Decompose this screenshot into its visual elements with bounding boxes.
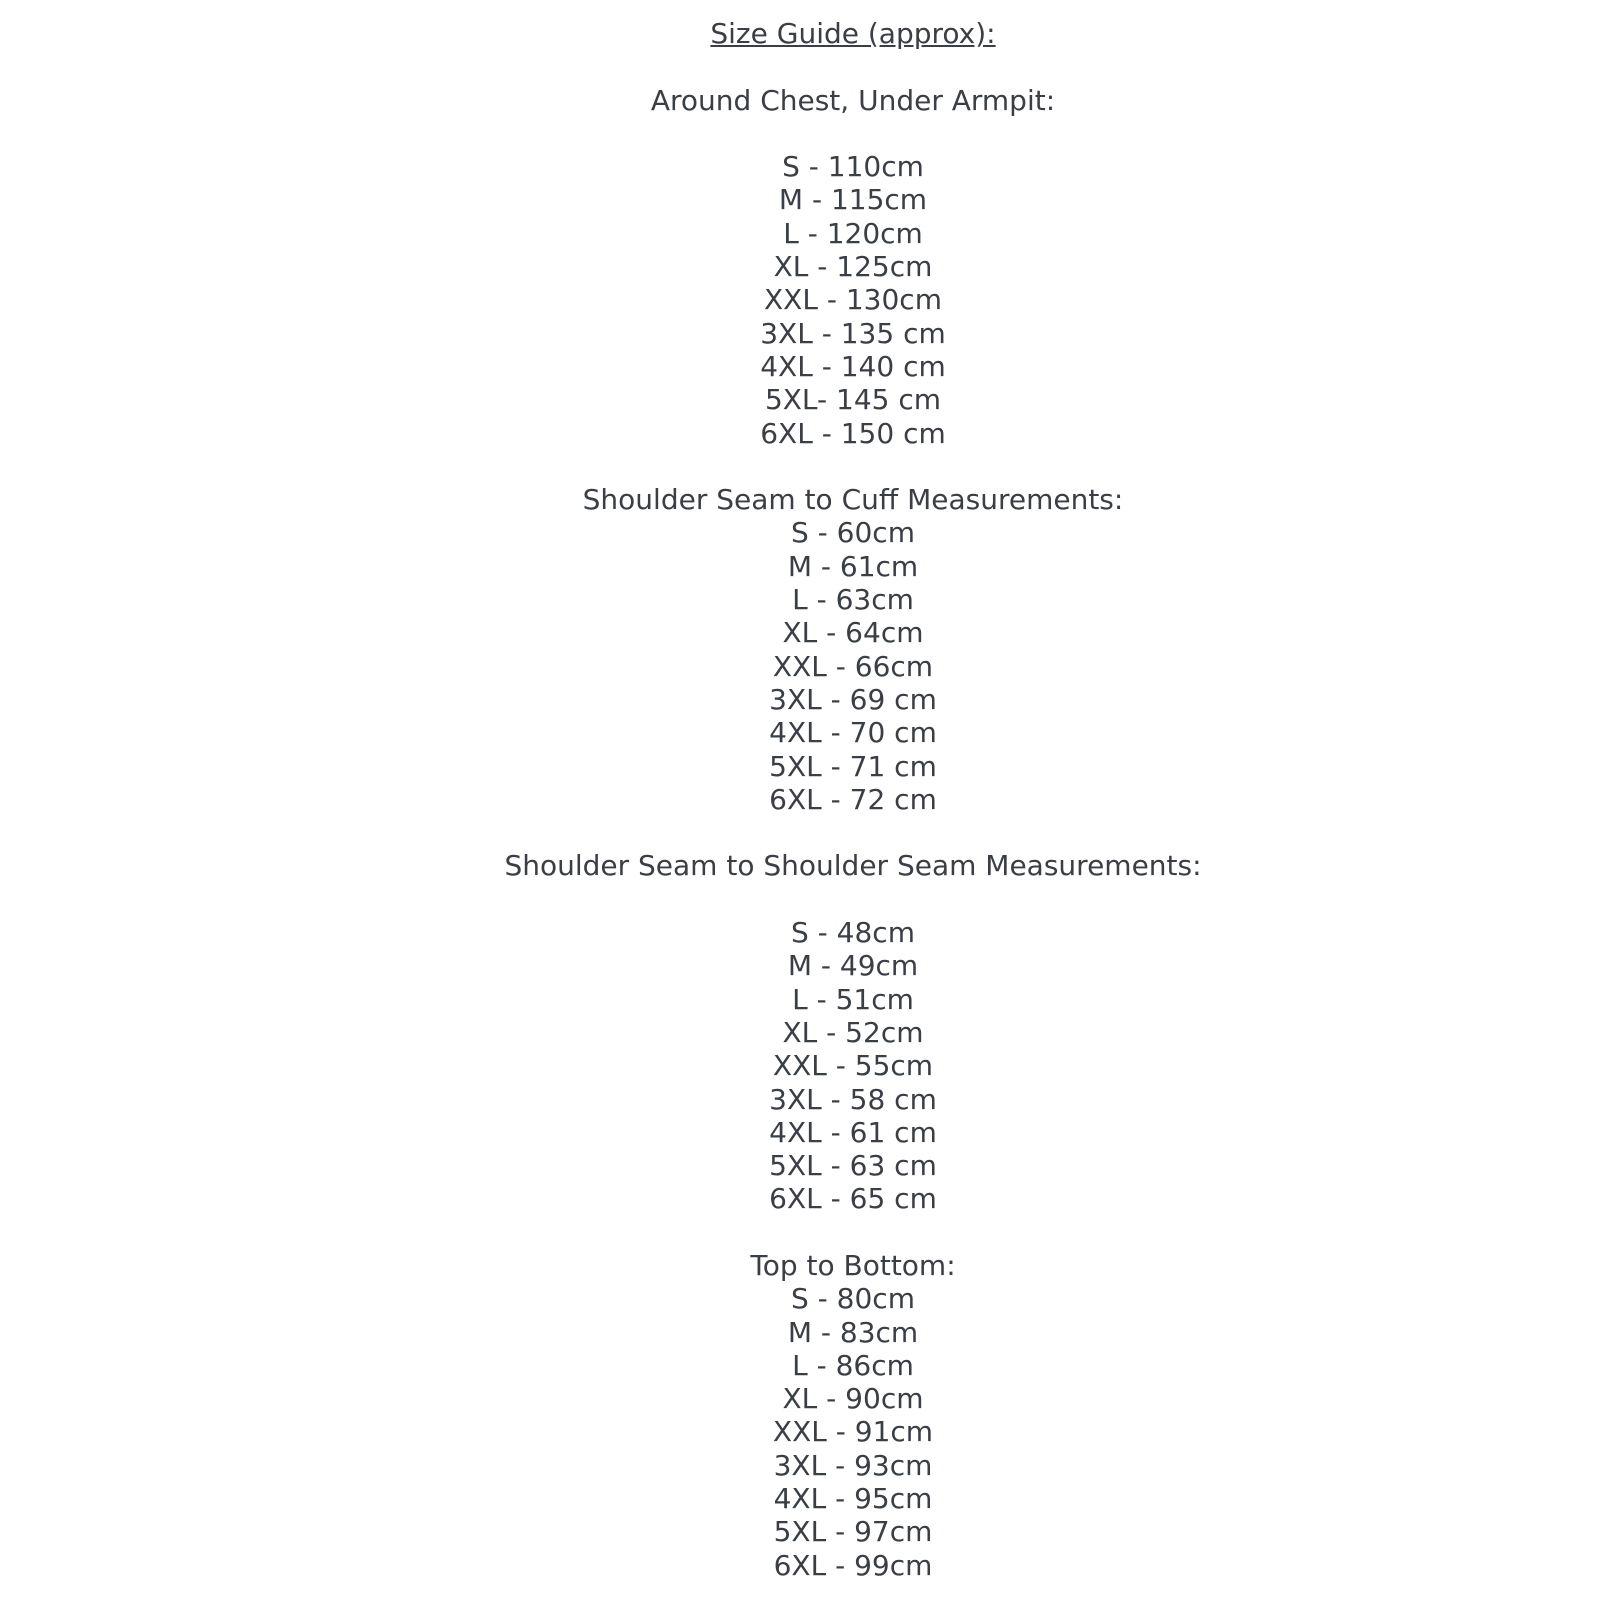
size-row: 4XL - 140 cm	[760, 349, 946, 383]
size-row: M - 115cm	[778, 183, 928, 217]
size-row: M - 83cm	[787, 1315, 919, 1349]
blank-line	[106, 450, 1600, 483]
size-row: 4XL - 61 cm	[769, 1115, 937, 1149]
size-row: 3XL - 58 cm	[769, 1082, 937, 1116]
blank-line	[106, 50, 1600, 83]
section-heading-around-chest: Around Chest, Under Armpit:	[650, 83, 1056, 117]
size-row: S - 80cm	[791, 1282, 915, 1316]
blank-line	[106, 1216, 1600, 1249]
blank-line	[106, 816, 1600, 849]
size-row: M - 49cm	[787, 949, 919, 983]
size-row: S - 110cm	[782, 150, 924, 184]
size-row: XXL - 130cm	[764, 283, 942, 317]
size-row: 3XL - 135 cm	[760, 316, 946, 350]
size-row: XXL - 55cm	[772, 1049, 934, 1083]
size-row: 4XL - 70 cm	[769, 716, 937, 750]
size-row: 6XL - 72 cm	[769, 782, 937, 816]
size-row: 4XL - 95cm	[773, 1482, 933, 1516]
section-heading-top-to-bottom: Top to Bottom:	[750, 1248, 956, 1282]
size-row: 3XL - 93cm	[773, 1448, 933, 1482]
size-row: L - 51cm	[792, 982, 914, 1016]
size-row: 5XL - 63 cm	[769, 1149, 937, 1183]
size-row: XXL - 66cm	[772, 649, 934, 683]
size-row: S - 48cm	[791, 916, 915, 950]
size-row: 5XL - 97cm	[773, 1515, 933, 1549]
size-row: 3XL - 69 cm	[769, 682, 937, 716]
size-row: L - 120cm	[783, 216, 923, 250]
size-row: M - 61cm	[787, 549, 919, 583]
size-row: 6XL - 150 cm	[760, 416, 946, 450]
size-row: L - 63cm	[792, 583, 914, 617]
page-title: Size Guide (approx):	[710, 17, 996, 50]
size-row: 5XL- 145 cm	[764, 383, 942, 417]
size-row: L - 86cm	[792, 1348, 914, 1382]
section-heading-seam-to-cuff: Shoulder Seam to Cuff Measurements:	[582, 483, 1124, 517]
blank-line	[106, 117, 1600, 150]
size-row: 6XL - 65 cm	[769, 1182, 937, 1216]
size-row: XL - 125cm	[773, 250, 933, 284]
size-row: XL - 52cm	[782, 1015, 924, 1049]
size-row: XL - 90cm	[782, 1382, 924, 1416]
size-row: XXL - 91cm	[772, 1415, 934, 1449]
size-row: XL - 64cm	[782, 616, 924, 650]
size-row: S - 60cm	[791, 516, 915, 550]
size-row: 5XL - 71 cm	[769, 749, 937, 783]
blank-line	[106, 883, 1600, 916]
section-heading-seam-to-seam: Shoulder Seam to Shoulder Seam Measurements:	[504, 849, 1202, 883]
size-row: 6XL - 99cm	[773, 1548, 933, 1582]
